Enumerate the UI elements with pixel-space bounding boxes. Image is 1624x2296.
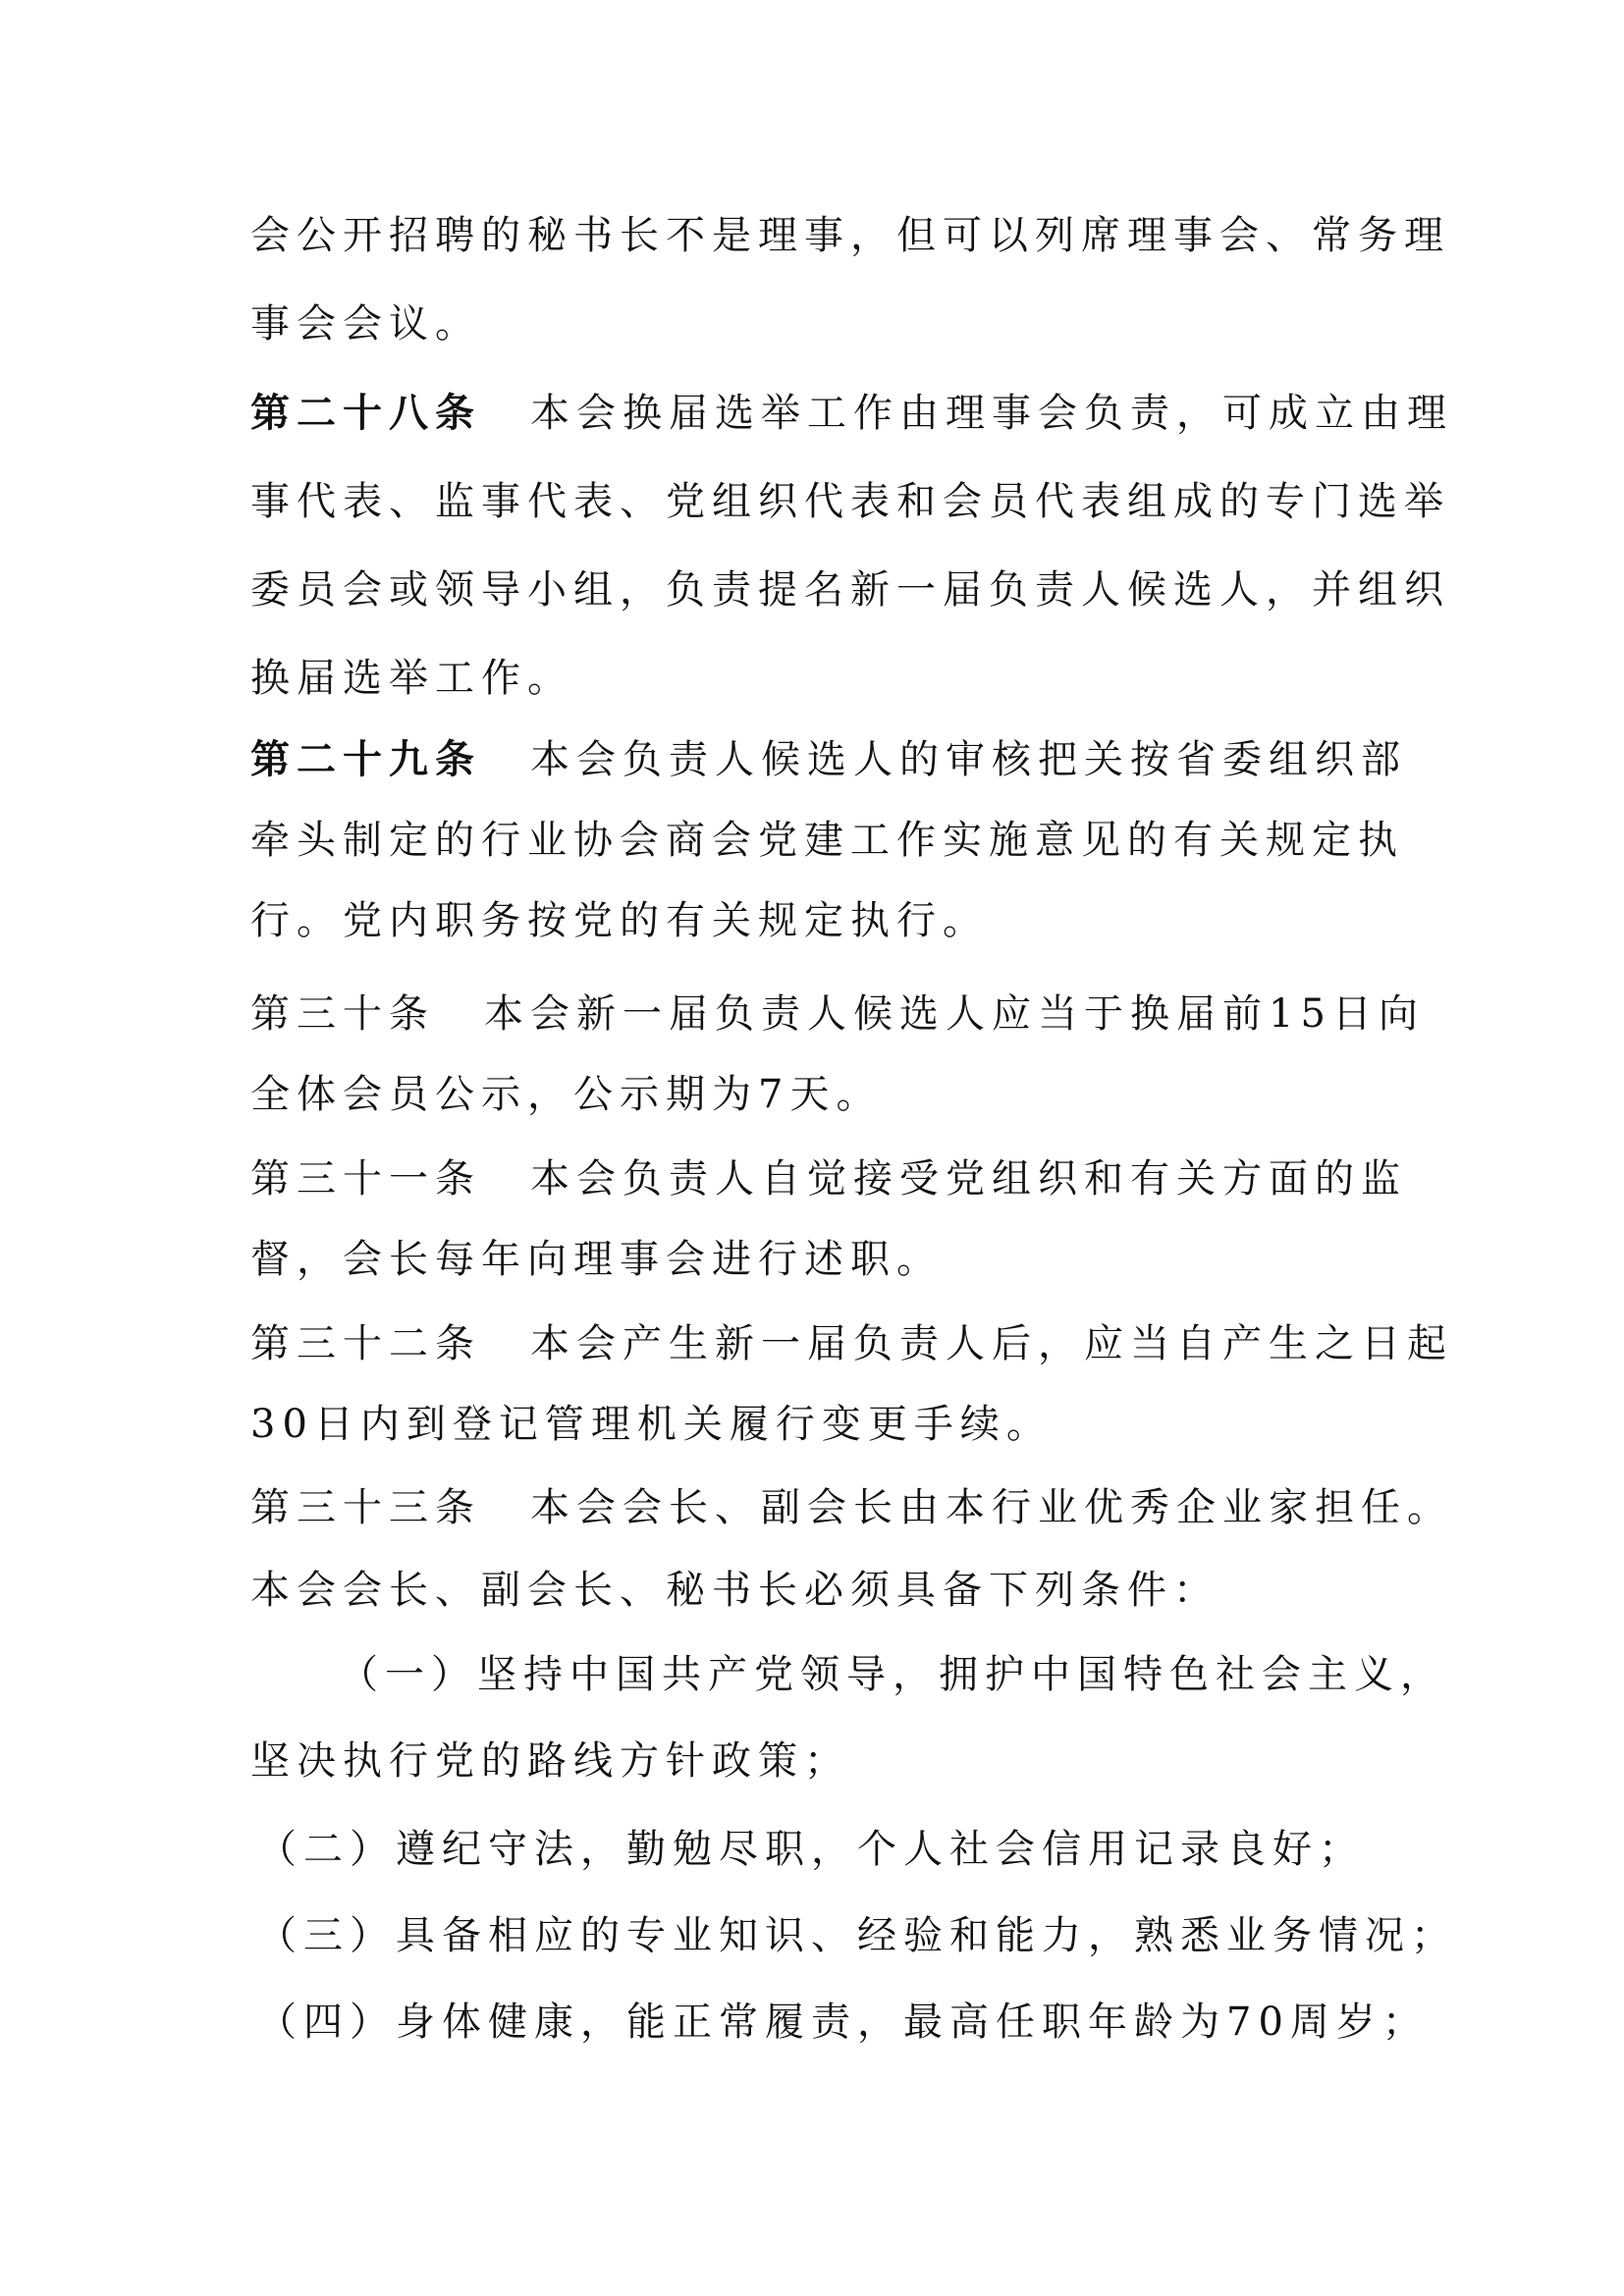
article-32: 第三十二条 本会产生新一届负责人后，应当自产生之日起 xyxy=(250,1321,1453,1366)
text-line: 督，会长每年向理事会进行述职。 xyxy=(250,1237,943,1282)
article-heading: 第三十二条 xyxy=(250,1321,481,1366)
list-item-2: （二）遵纪守法，勤勉尽职，个人社会信用记录良好； xyxy=(257,1827,1365,1872)
article-heading: 第二十八条 xyxy=(250,390,481,436)
text-line: 行。党内职务按党的有关规定执行。 xyxy=(250,898,989,943)
article-29: 第二十九条 本会负责人候选人的审核把关按省委组织部 xyxy=(250,736,1407,782)
article-heading: 第三十条 xyxy=(250,991,435,1037)
list-item-3: （三）具备相应的专业知识、经验和能力，熟悉业务情况； xyxy=(257,1913,1457,1958)
article-30: 第三十条 本会新一届负责人候选人应当于换届前15日向 xyxy=(250,991,1425,1037)
article-heading: 第二十九条 xyxy=(250,736,481,782)
list-item-4: （四）身体健康，能正常履责，最高任职年龄为70周岁； xyxy=(257,2000,1429,2045)
text-line: 事代表、监事代表、党组织代表和会员代表组成的专门选举 xyxy=(250,479,1450,524)
text-line: 本会会长、副会长、秘书长必须具备下列条件： xyxy=(250,1568,1219,1613)
article-heading: 第三十一条 xyxy=(250,1156,481,1201)
text-line: 牵头制定的行业协会商会党建工作实施意见的有关规定执 xyxy=(250,818,1404,863)
article-31: 第三十一条 本会负责人自觉接受党组织和有关方面的监 xyxy=(250,1156,1407,1201)
article-heading: 第三十三条 xyxy=(250,1485,481,1530)
list-item-1: （一）坚持中国共产党领导，拥护中国特色社会主义， xyxy=(339,1652,1446,1697)
text-line: 委员会或领导小组，负责提名新一届负责人候选人，并组织 xyxy=(250,567,1450,613)
article-28: 第二十八条 本会换届选举工作由理事会负责，可成立由理 xyxy=(250,390,1453,436)
article-33: 第三十三条 本会会长、副会长由本行业优秀企业家担任。 xyxy=(250,1485,1453,1530)
text-line: 会公开招聘的秘书长不是理事，但可以列席理事会、常务理 xyxy=(250,213,1450,258)
text-line: 换届选举工作。 xyxy=(250,656,573,701)
text-line: 坚决执行党的路线方针政策； xyxy=(250,1738,850,1784)
text-line: 30日内到登记管理机关履行变更手续。 xyxy=(250,1402,1053,1447)
text-line: 事会会议。 xyxy=(250,301,481,347)
text-line: 全体会员公示，公示期为7天。 xyxy=(250,1072,883,1117)
